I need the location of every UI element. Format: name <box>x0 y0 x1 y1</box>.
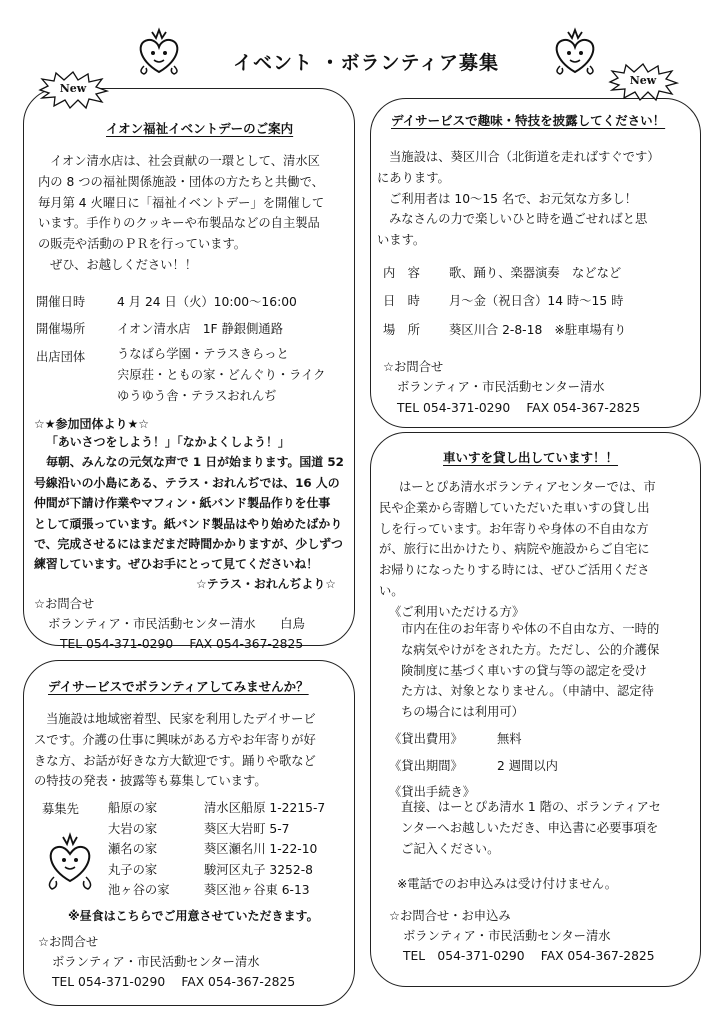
fee-label: 《貸出費用》 <box>389 732 463 746</box>
wheelchair-contact-org: ボランティア・市民活動センター清水 <box>403 929 611 943</box>
event-intro: イオン清水店は、社会貢献の一環として、清水区 内の 8 つの福祉関係施設・団体の方たちと共働で、 毎月第 4 火曜日に「福祉イベントデー」を開催して います。手作りのクッキーや布製品などの自主製品 の販売や活動のＰＲを行っています。 ぜひ、お越しください！！ <box>38 154 325 272</box>
place-name: 池ヶ谷の家 <box>108 883 170 898</box>
new-badge-right <box>606 62 680 102</box>
volunteer-contact-org: ボランティア・市民活動センター清水 <box>52 955 260 969</box>
new-badge-right-text: New <box>629 74 657 87</box>
place-name: 瀬名の家 <box>108 842 158 857</box>
talent-contact-org: ボランティア・市民活動センター清水 <box>397 380 605 394</box>
group-message: 「あいさつをしよう！」「なかよくしよう！」 毎朝、みんなの元気な声で 1 日が始まります。国道 52 号線沿いの小島にある、テラス・おれんぢでは、16 人の 仲間が下請け作業やマフィン・紙バンド製品作りを仕事 として頑張っています。紙バンド製品はやり始めたばかり で、完成させるにはまだまだ時間かかりますが、少しずつ 練習しています。ぜひお手にとって見てくださいね！ <box>34 435 344 572</box>
eligible-text: 市内在住のお年寄りや体の不自由な方、一時的 な病気やけがをされた方。ただし、公的介護保 険制度に基づく車いすの貸与等の認定を受け た方は、対象となりません。（申請中、認定待 ちの場合には利用可） <box>401 622 660 720</box>
group-message-sign: ☆テラス・おれんぢより☆ <box>196 577 336 591</box>
period-label: 《貸出期間》 <box>389 759 463 773</box>
place-address: 駿河区丸子 3252-8 <box>204 862 313 877</box>
new-badge-left <box>36 70 110 110</box>
place-name: 船原の家 <box>108 801 158 815</box>
heart-mascot-icon <box>130 26 188 78</box>
event-groups-label: 出店団体 <box>36 350 86 364</box>
place-name: 丸子の家 <box>108 862 158 877</box>
table-row <box>108 798 325 819</box>
volunteer-contact-label: ☆お問合せ <box>38 935 99 949</box>
event-date-label: 開催日時 <box>36 295 86 309</box>
phone-note: ※電話でのお申込みは受け付けません。 <box>397 877 618 891</box>
event-date-value: 4 月 24 日（火）10:00～16:00 <box>117 295 297 309</box>
period-value: 2 週間以内 <box>497 759 558 773</box>
place-address: 葵区大岩町 5-7 <box>204 821 290 836</box>
dayservice-talent-box <box>370 98 701 428</box>
talent-content-value: 歌、踊り、楽器演奏 などなど <box>449 266 622 280</box>
talent-place-label: 場 所 <box>383 323 420 337</box>
event-place-label: 開催場所 <box>36 322 86 336</box>
wheelchair-box <box>370 432 701 987</box>
talent-place-value: 葵区川合 2-8-18 ※駐車場有り <box>449 323 627 337</box>
wheelchair-intro: はーとぴあ清水ボランティアセンターでは、市 民や企業から寄贈していただいた車いすの貸し出 しを行っています。お年寄りや身体の不自由な方 が、旅行に出かけたり、病院や施設からご自宅に お帰りになったりする時には、ぜひご活用くださ い。 <box>379 480 656 598</box>
event-title: イオン福祉イベントデーのご案内 <box>106 121 294 136</box>
dayservice-talent-intro: 当施設は、葵区川合（北街道を走ればすぐです） にあります。 ご利用者は 10～15 名で、お元気な方多し！ みなさんの力で楽しいひと時を過ごせればと思 います。 <box>377 150 660 248</box>
wheelchair-contact-tel: TEL 054-371-0290 FAX 054-367-2825 <box>403 949 655 963</box>
heart-mascot-icon <box>40 829 100 895</box>
eligible-title: 《ご利用いただける方》 <box>389 605 525 619</box>
volunteer-box <box>23 660 355 1006</box>
table-row <box>108 839 325 860</box>
heart-mascot-icon <box>546 26 604 78</box>
talent-time-value: 月～金（祝日含）14 時～15 時 <box>449 294 624 308</box>
new-badge-left-text: New <box>59 82 87 95</box>
event-contact-org: ボランティア・市民活動センター清水 白鳥 <box>48 617 305 631</box>
event-place-value: イオン清水店 1F 静銀側通路 <box>117 322 283 336</box>
procedure-text: 直接、はーとぴあ清水 1 階の、ボランティアセ ンターへお越しいただき、申込書に必要事項を ご記入ください。 <box>401 800 661 856</box>
procedure-title: 《貸出手続き》 <box>389 785 476 799</box>
place-address: 葵区瀬名川 1-22-10 <box>204 842 318 857</box>
table-row <box>108 819 325 840</box>
place-address: 葵区池ヶ谷東 6-13 <box>204 883 310 898</box>
place-address: 清水区船原 1-2215-7 <box>204 801 326 815</box>
volunteer-title: デイサービスでボランティアしてみませんか？ <box>48 679 309 694</box>
page-title: イベント ・ボランティア募集 <box>232 52 500 74</box>
event-groups: うなばら学園・テラスきらっと 宍原荘・ともの家・どんぐり・ライク ゆうゆう舎・テラスおれんぢ <box>117 347 326 403</box>
recruit-places-table <box>108 798 325 901</box>
table-row <box>108 880 325 901</box>
volunteer-intro: 当施設は地域密着型、民家を利用したデイサービ スです。介護の仕事に興味がある方やお年寄りが好 きな方、お話が好きな方大歓迎です。踊りや歌など の特技の発表・披露等も募集しています。 <box>34 712 316 789</box>
wheelchair-title: 車いすを貸し出しています！！ <box>443 450 619 465</box>
group-message-title: ☆★参加団体より★☆ <box>34 417 150 431</box>
volunteer-contact-tel: TEL 054-371-0290 FAX 054-367-2825 <box>52 975 296 989</box>
fee-value: 無料 <box>497 732 522 746</box>
recruit-label: 募集先 <box>42 802 79 816</box>
event-contact-tel: TEL 054-371-0290 FAX 054-367-2825 <box>60 637 304 651</box>
wheelchair-contact-label: ☆お問合せ・お申込み <box>389 909 511 923</box>
event-box <box>23 88 355 651</box>
event-contact-label: ☆お問合せ <box>34 597 95 611</box>
talent-contact-tel: TEL 054-371-0290 FAX 054-367-2825 <box>397 401 641 415</box>
dayservice-talent-title: デイサービスで趣味・特技を披露してください！ <box>391 113 666 128</box>
lunch-note: ※昼食はこちらでご用意させていただきます。 <box>68 909 319 923</box>
table-row <box>108 860 325 881</box>
talent-contact-label: ☆お問合せ <box>383 360 444 374</box>
place-name: 大岩の家 <box>108 821 158 836</box>
talent-time-label: 日 時 <box>383 294 420 308</box>
talent-content-label: 内 容 <box>383 266 420 280</box>
